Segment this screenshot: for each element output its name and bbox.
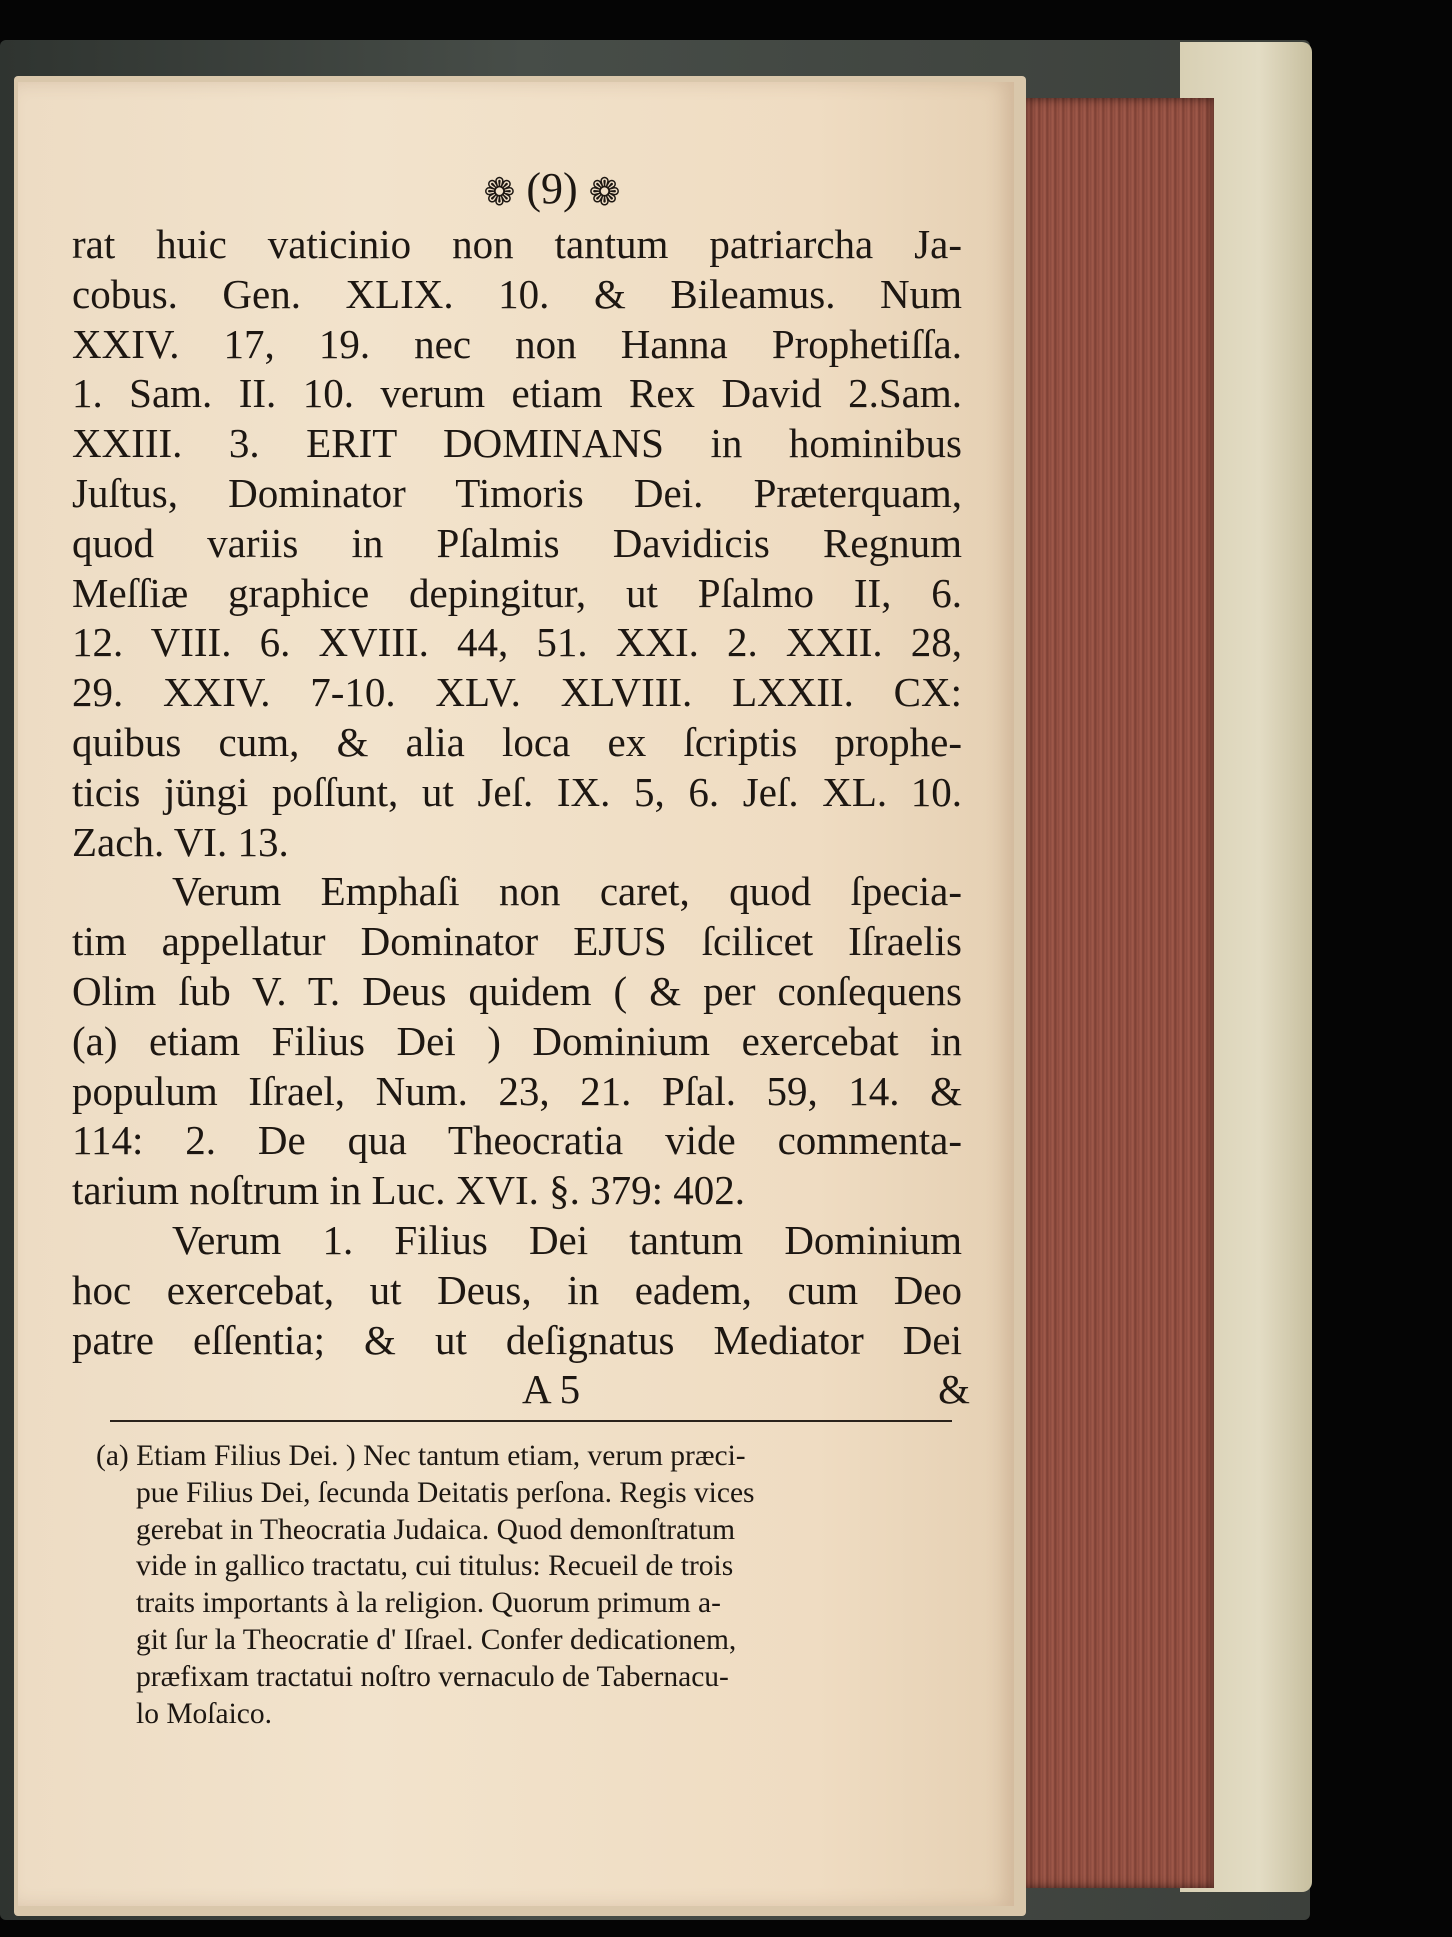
paragraph-start-line: Verum 1. Filius Dei tantum Dominium xyxy=(172,1216,962,1263)
paragraph-start-line: Verum Emphaſi non caret, quod ſpecia- xyxy=(172,868,962,915)
footnote-line: pue Filius Dei, ſecunda Deitatis perſona. Regis vices xyxy=(136,1476,755,1509)
text-line: 1. Sam. II. 10. verum etiam Rex David 2.Sam. xyxy=(72,370,962,417)
signature-mark: A 5 xyxy=(522,1366,581,1413)
footnote-line: traits importants à la religion. Quorum primum a- xyxy=(136,1587,721,1620)
footnote-line: lo Moſaico. xyxy=(136,1697,273,1730)
text-line: 114: 2. De qua Theocratia vide commenta- xyxy=(72,1117,962,1164)
text-line: XXIV. 17, 19. nec non Hanna Prophetiſſa. xyxy=(72,320,962,367)
text-line: populum Iſrael, Num. 23, 21. Pſal. 59, 14. & xyxy=(72,1067,962,1114)
text-line: Juſtus, Dominator Timoris Dei. Præterquam, xyxy=(72,469,962,516)
text-line: patre eſſentia; & ut deſignatus Mediator Dei xyxy=(72,1316,962,1363)
text-line: 12. VIII. 6. XVIII. 44, 51. XXI. 2. XXII. 28, xyxy=(72,619,962,666)
text-line: XXIII. 3. ERIT DOMINANS in hominibus xyxy=(72,420,962,467)
text-line: hoc exercebat, ut Deus, in eadem, cum Deo xyxy=(72,1266,962,1313)
text-line: tim appellatur Dominator EJUS ſcilicet Iſraelis xyxy=(72,918,962,965)
text-line: tarium noſtrum in Luc. XVI. §. 379: 402. xyxy=(72,1167,745,1214)
page-number: (9) xyxy=(526,164,578,213)
footnote-block xyxy=(96,1438,964,1732)
main-text-block xyxy=(72,158,970,1413)
text-line: 29. XXIV. 7-10. XLV. XLVIII. LXXII. CX: xyxy=(72,669,962,716)
footnote-line: (a) Etiam Filius Dei. ) Nec tantum etiam, verum præci- xyxy=(96,1440,746,1472)
text-line: (a) etiam Filius Dei ) Dominium exercebat in xyxy=(72,1017,962,1064)
text-line: ticis jüngi poſſunt, ut Jeſ. IX. 5, 6. Jeſ. XL. 10. xyxy=(72,768,962,815)
footnote-line: git ſur la Theocratie d' Iſrael. Confer dedicationem, xyxy=(136,1623,737,1656)
text-line: Zach. VI. 13. xyxy=(72,818,289,865)
page-footer xyxy=(72,1365,970,1413)
text-line: cobus. Gen. XLIX. 10. & Bileamus. Num xyxy=(72,270,962,317)
footnote-rule xyxy=(110,1420,952,1422)
text-line: quibus cum, & alia loca ex ſcriptis prophe- xyxy=(72,718,962,765)
flower-ornament-icon: ❁ xyxy=(588,171,621,214)
page-fore-edge xyxy=(1018,98,1214,1888)
footnote-line: gerebat in Theocratia Judaica. Quod demonſtratum xyxy=(136,1513,736,1546)
page-header xyxy=(72,158,962,220)
text-line: Olim ſub V. T. Deus quidem ( & per conſequens xyxy=(72,967,962,1014)
flower-ornament-icon: ❁ xyxy=(483,171,516,214)
text-line: Meſſiæ graphice depingitur, ut Pſalmo II, 6. xyxy=(72,569,962,616)
catchword: & xyxy=(938,1366,970,1413)
footnote-line: præfixam tractatui noſtro vernaculo de Tabernacu- xyxy=(136,1660,729,1693)
text-line: quod variis in Pſalmis Davidicis Regnum xyxy=(72,519,962,566)
footnote-line: vide in gallico tractatu, cui titulus: Recueil de trois xyxy=(136,1550,734,1583)
text-line: rat huic vaticinio non tantum patriarcha Ja- xyxy=(72,221,962,267)
